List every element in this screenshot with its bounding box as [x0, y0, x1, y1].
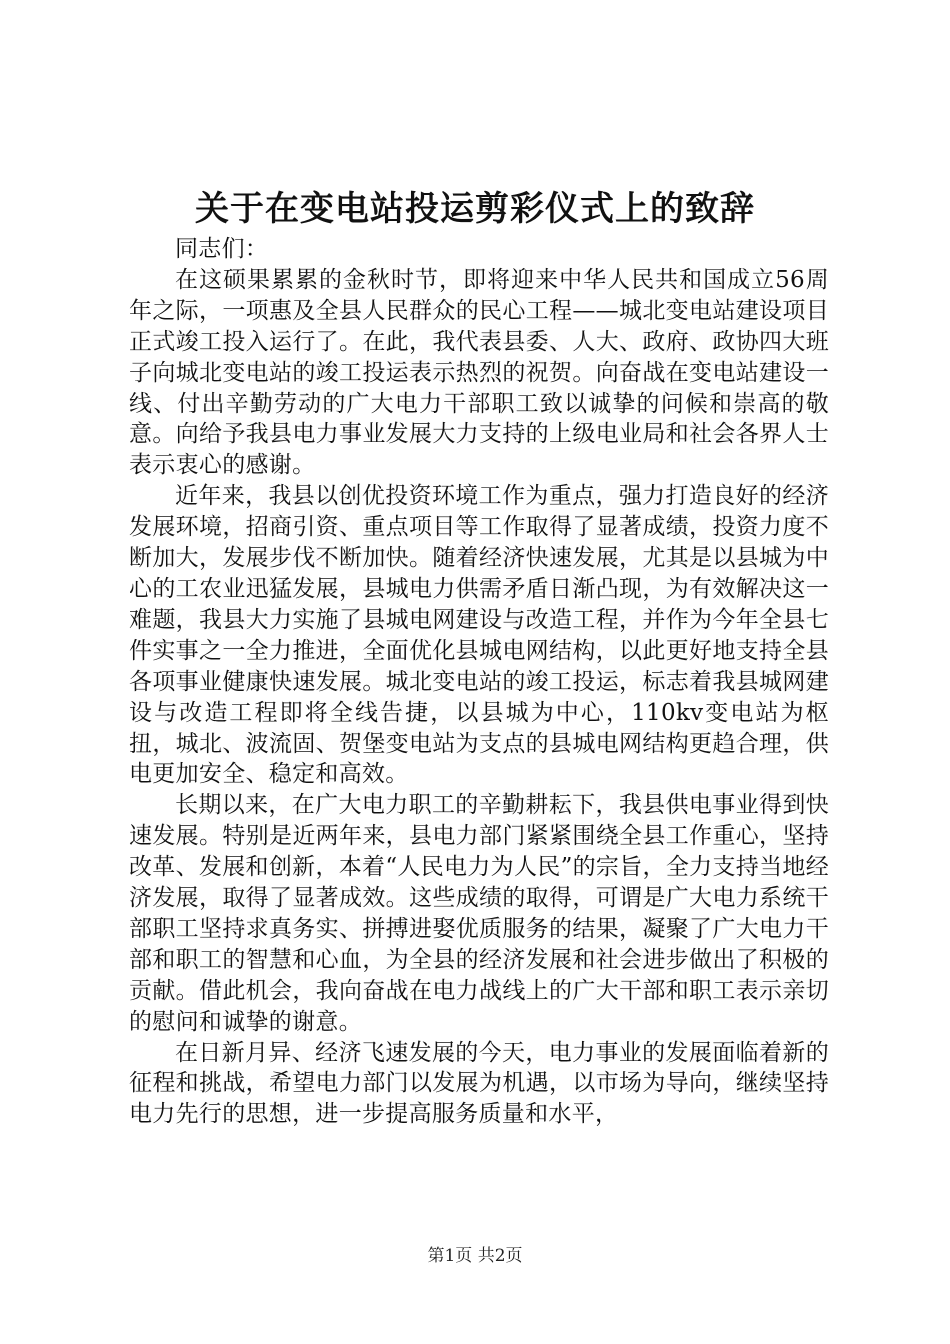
- salutation: 同志们：: [175, 236, 269, 262]
- paragraph-4: 在日新月异、经济飞速发展的今天，电力事业的发展面临着新的征程和挑战，希望电力部门以发展为机遇，以市场为导向，继续坚持电力先行的思想，进一步提高服务质量和水平，: [129, 1039, 829, 1128]
- paragraph-2: 近年来，我县以创优投资环境工作为重点，强力打造良好的经济发展环境，招商引资、重点项目等工作取得了显著成绩，投资力度不断加大，发展步伐不断加快。随着经济快速发展，尤其是以县城为中心的工农业迅猛发展，县城电力供需矛盾日渐凸现，为有效解决这一难题，我县大力实施了县城电网建设与改造工程，并作为今年全县七件实事之一全力推进，全面优化县城电网结构，以此更好地支持全县各项事业健康快速发展。城北变电站的竣工投运，标志着我县城网建设与改造工程即将全线告捷，以县城为中心，110kv变电站为枢扭，城北、波流固、贺堡变电站为支点的县城电网结构更趋合理，供电更加安全、稳定和高效。: [129, 483, 829, 788]
- paragraph-3: 长期以来，在广大电力职工的辛勤耕耘下，我县供电事业得到快速发展。特别是近两年来，县电力部门紧紧围绕全县工作重心，坚持改革、发展和创新，本着“人民电力为人民”的宗旨，全力支持当地经济发展，取得了显著成效。这些成绩的取得，可谓是广大电力系统干部职工坚持求真务实、拼搏进娶优质服务的结果，凝聚了广大电力干部和职工的智慧和心血，为全县的经济发展和社会进步做出了积极的贡献。借此机会，我向奋战在电力战线上的广大干部和职工表示亲切的慰问和诚挚的谢意。: [129, 792, 829, 1035]
- paragraph-1: 在这硕果累累的金秋时节，即将迎来中华人民共和国成立56周年之际，一项惠及全县人民群众的民心工程——城北变电站建设项目正式竣工投入运行了。在此，我代表县委、人大、政府、政协四大班子向城北变电站的竣工投运表示热烈的祝贺。向奋战在变电站建设一线、付出辛勤劳动的广大电力干部职工致以诚挚的问候和崇高的敬意。向给予我县电力事业发展大力支持的上级电业局和社会各界人士表示衷心的感谢。: [129, 266, 829, 479]
- page-number-footer: 第1页 共2页: [427, 1246, 523, 1266]
- document-title: 关于在变电站投运剪彩仪式上的致辞: [195, 189, 755, 229]
- document-body: [129, 234, 829, 1130]
